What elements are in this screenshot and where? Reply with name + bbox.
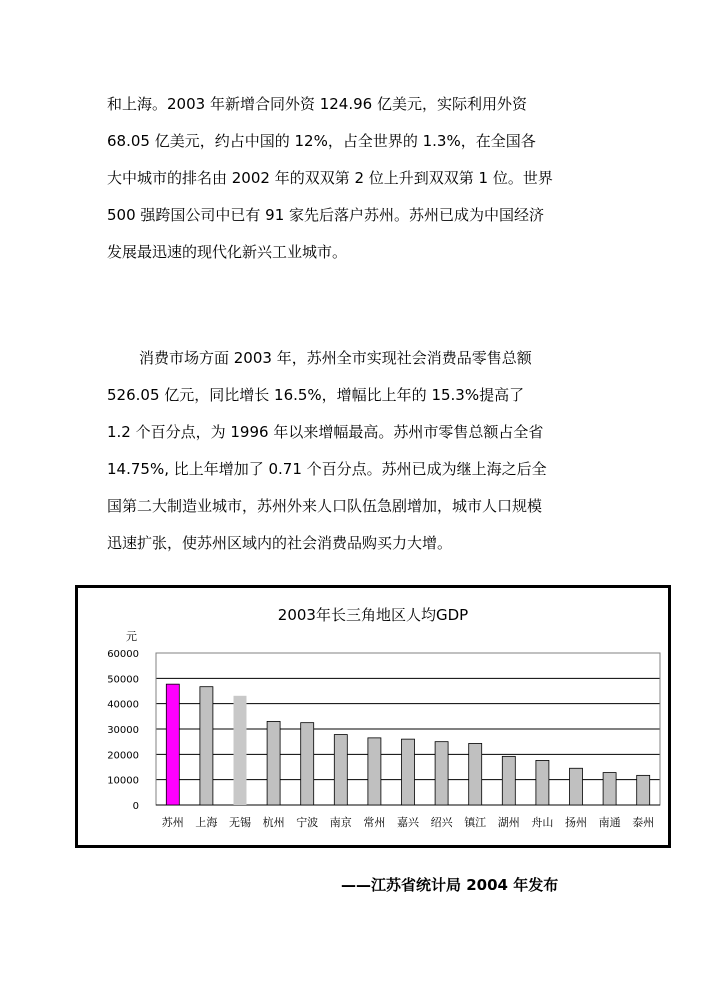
- text-line: 发展最迅速的现代化新兴工业城市。: [107, 243, 348, 261]
- text-line: 迅速扩张，使苏州区域内的社会消费品购买力大增。: [107, 534, 453, 552]
- source-note: ——江苏省统计局 2004 年发布: [341, 876, 559, 894]
- paragraph-consumer-market: [107, 340, 597, 562]
- x-tick-label: 上海: [195, 816, 218, 829]
- bar-南通: [603, 773, 616, 805]
- bar-扬州: [570, 768, 583, 805]
- x-tick-label: 常州: [363, 816, 386, 829]
- bar-上海: [200, 687, 213, 805]
- text-line: 大中城市的排名由 2002 年的双双第 2 位上升到双双第 1 位。世界: [107, 169, 553, 187]
- bar-南京: [334, 735, 347, 805]
- x-tick-label: 宁波: [296, 816, 319, 829]
- text-line: 500 强跨国公司中已有 91 家先后落户苏州。苏州已成为中国经济: [107, 206, 545, 224]
- y-tick-label: 30000: [107, 725, 139, 736]
- bar-湖州: [502, 756, 515, 805]
- x-tick-label: 镇江: [464, 816, 487, 829]
- bar-泰州: [637, 775, 650, 805]
- x-tick-label: 泰州: [632, 816, 655, 829]
- text-line: 526.05 亿元，同比增长 16.5%，增幅比上年的 15.3%提高了: [107, 386, 525, 404]
- gdp-chart-frame: [75, 585, 671, 848]
- text-line: 国第二大制造业城市，苏州外来人口队伍急剧增加，城市人口规模: [107, 497, 543, 515]
- text-line: 68.05 亿美元，约占中国的 12%，占全世界的 1.3%，在全国各: [107, 132, 536, 150]
- x-tick-label: 舟山: [531, 816, 554, 829]
- bar-镇江: [469, 743, 482, 805]
- x-tick-label: 杭州: [262, 816, 285, 829]
- x-tick-label: 绍兴: [430, 816, 453, 829]
- bar-苏州: [166, 684, 179, 805]
- y-tick-label: 60000: [107, 649, 139, 660]
- bar-宁波: [301, 723, 314, 805]
- bar-常州: [368, 738, 381, 805]
- bar-嘉兴: [402, 739, 415, 805]
- text-line: 和上海。2003 年新增合同外资 124.96 亿美元，实际利用外资: [107, 95, 527, 113]
- x-tick-label: 扬州: [565, 816, 587, 829]
- y-tick-label: 0: [132, 801, 139, 812]
- paragraph-foreign-investment: [107, 86, 597, 271]
- y-tick-label: 50000: [107, 674, 139, 686]
- y-tick-label: 40000: [107, 699, 139, 711]
- gdp-bar-chart: [78, 588, 668, 845]
- chart-title: 2003年长三角地区人均GDP: [277, 606, 469, 624]
- y-tick-label: 10000: [107, 775, 139, 787]
- text-line: 14.75%, 比上年增加了 0.71 个百分点。苏州已成为继上海之后全: [107, 460, 547, 478]
- text-line: 消费市场方面 2003 年，苏州全市实现社会消费品零售总额: [139, 349, 532, 367]
- x-tick-label: 南通: [598, 816, 621, 829]
- bar-无锡: [234, 696, 247, 805]
- bar-杭州: [267, 721, 280, 805]
- x-tick-label: 苏州: [161, 816, 184, 829]
- x-tick-label: 湖州: [497, 816, 520, 829]
- x-tick-label: 南京: [329, 816, 352, 829]
- bar-绍兴: [435, 742, 448, 805]
- x-tick-label: 嘉兴: [397, 816, 419, 829]
- y-tick-label: 20000: [107, 750, 139, 762]
- y-axis-label: 元: [126, 630, 137, 643]
- text-line: 1.2 个百分点，为 1996 年以来增幅最高。苏州市零售总额占全省: [107, 423, 544, 441]
- bar-舟山: [536, 760, 549, 805]
- x-tick-label: 无锡: [229, 816, 251, 829]
